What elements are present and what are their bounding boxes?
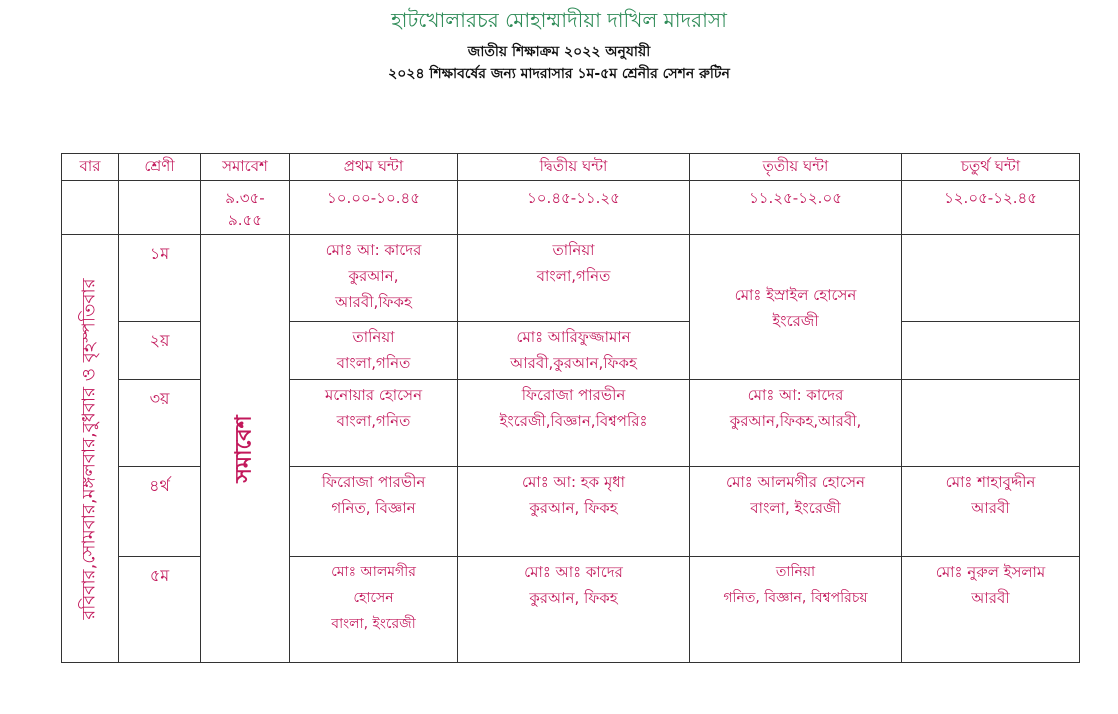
class-3-period-4 — [902, 380, 1080, 467]
grade-cell: ৩য় — [119, 380, 201, 467]
class-1-period-4 — [902, 235, 1080, 322]
class-1-2-period-3: মোঃ ইস্রাইল হোসেন ইংরেজী — [690, 235, 902, 380]
class-2-period-2: মোঃ আরিফুজ্জামান আরবী,কুরআন,ফিকহ — [458, 322, 690, 380]
grade-cell: ৪র্থ — [119, 467, 201, 557]
period-2-time: ১০.৪৫-১১.২৫ — [458, 181, 690, 235]
assembly-label: সমাবেশ — [231, 414, 257, 483]
time-empty-day — [62, 181, 119, 235]
class-2-period-1: তানিয়া বাংলা,গনিত — [290, 322, 458, 380]
class-5-period-3: তানিয়া গনিত, বিজ্ঞান, বিশ্বপরিচয় — [690, 557, 902, 663]
table-row — [62, 235, 1080, 322]
session-routine-table — [61, 153, 1080, 663]
grade-cell: ২য় — [119, 322, 201, 380]
class-3-period-3: মোঃ আ: কাদের কুরআন,ফিকহ,আরবী, — [690, 380, 902, 467]
col-header-assembly: সমাবেশ — [201, 154, 290, 181]
period-3-time: ১১.২৫-১২.০৫ — [690, 181, 902, 235]
class-1-period-1: মোঃ আ: কাদের কুরআন, আরবী,ফিকহ — [290, 235, 458, 322]
col-header-period-1: প্রথম ঘন্টা — [290, 154, 458, 181]
class-4-period-3: মোঃ আলমগীর হোসেন বাংলা, ইংরেজী — [690, 467, 902, 557]
class-3-period-1: মনোয়ার হোসেন বাংলা,গনিত — [290, 380, 458, 467]
madrasa-title: হাটখোলারচর মোহাম্মাদীয়া দাখিল মাদরাসা — [391, 8, 727, 32]
class-4-period-1: ফিরোজা পারভীন গনিত, বিজ্ঞান — [290, 467, 458, 557]
days-cell — [62, 235, 119, 663]
class-4-period-2: মোঃ আ: হক মৃধা কুরআন, ফিকহ — [458, 467, 690, 557]
time-row — [62, 181, 1080, 235]
assembly-time: ৯.৩৫- ৯.৫৫ — [201, 181, 290, 235]
class-1-period-2: তানিয়া বাংলা,গনিত — [458, 235, 690, 322]
col-header-class: শ্রেণী — [119, 154, 201, 181]
class-5-period-2: মোঃ আঃ কাদের কুরআন, ফিকহ — [458, 557, 690, 663]
grade-cell: ১ম — [119, 235, 201, 322]
class-5-period-4: মোঃ নুরুল ইসলাম আরবী — [902, 557, 1080, 663]
class-3-period-2: ফিরোজা পারভীন ইংরেজী,বিজ্ঞান,বিশ্বপরিঃ — [458, 380, 690, 467]
routine-subtitle: ২০২৪ শিক্ষাবর্ষের জন্য মাদরাসার ১ম-৫ম শ্রেনীর সেশন রুটিন — [388, 66, 730, 82]
period-4-time: ১২.০৫-১২.৪৫ — [902, 181, 1080, 235]
time-empty-class — [119, 181, 201, 235]
class-5-period-1: মোঃ আলমগীর হোসেন বাংলা, ইংরেজী — [290, 557, 458, 663]
curriculum-subtitle: জাতীয় শিক্ষাক্রম ২০২২ অনুযায়ী — [467, 44, 651, 60]
days-label: রবিবার,সোমবার,মঙ্গলবার,বুধবার ও বৃহস্পতিবার — [78, 277, 100, 620]
header-row — [62, 154, 1080, 181]
assembly-cell — [201, 235, 290, 663]
col-header-day: বার — [62, 154, 119, 181]
class-2-period-4 — [902, 322, 1080, 380]
col-header-period-3: তৃতীয় ঘন্টা — [690, 154, 902, 181]
col-header-period-4: চতুর্থ ঘন্টা — [902, 154, 1080, 181]
class-4-period-4: মোঃ শাহাবুদ্দীন আরবী — [902, 467, 1080, 557]
grade-cell: ৫ম — [119, 557, 201, 663]
period-1-time: ১০.০০-১০.৪৫ — [290, 181, 458, 235]
col-header-period-2: দ্বিতীয় ঘন্টা — [458, 154, 690, 181]
